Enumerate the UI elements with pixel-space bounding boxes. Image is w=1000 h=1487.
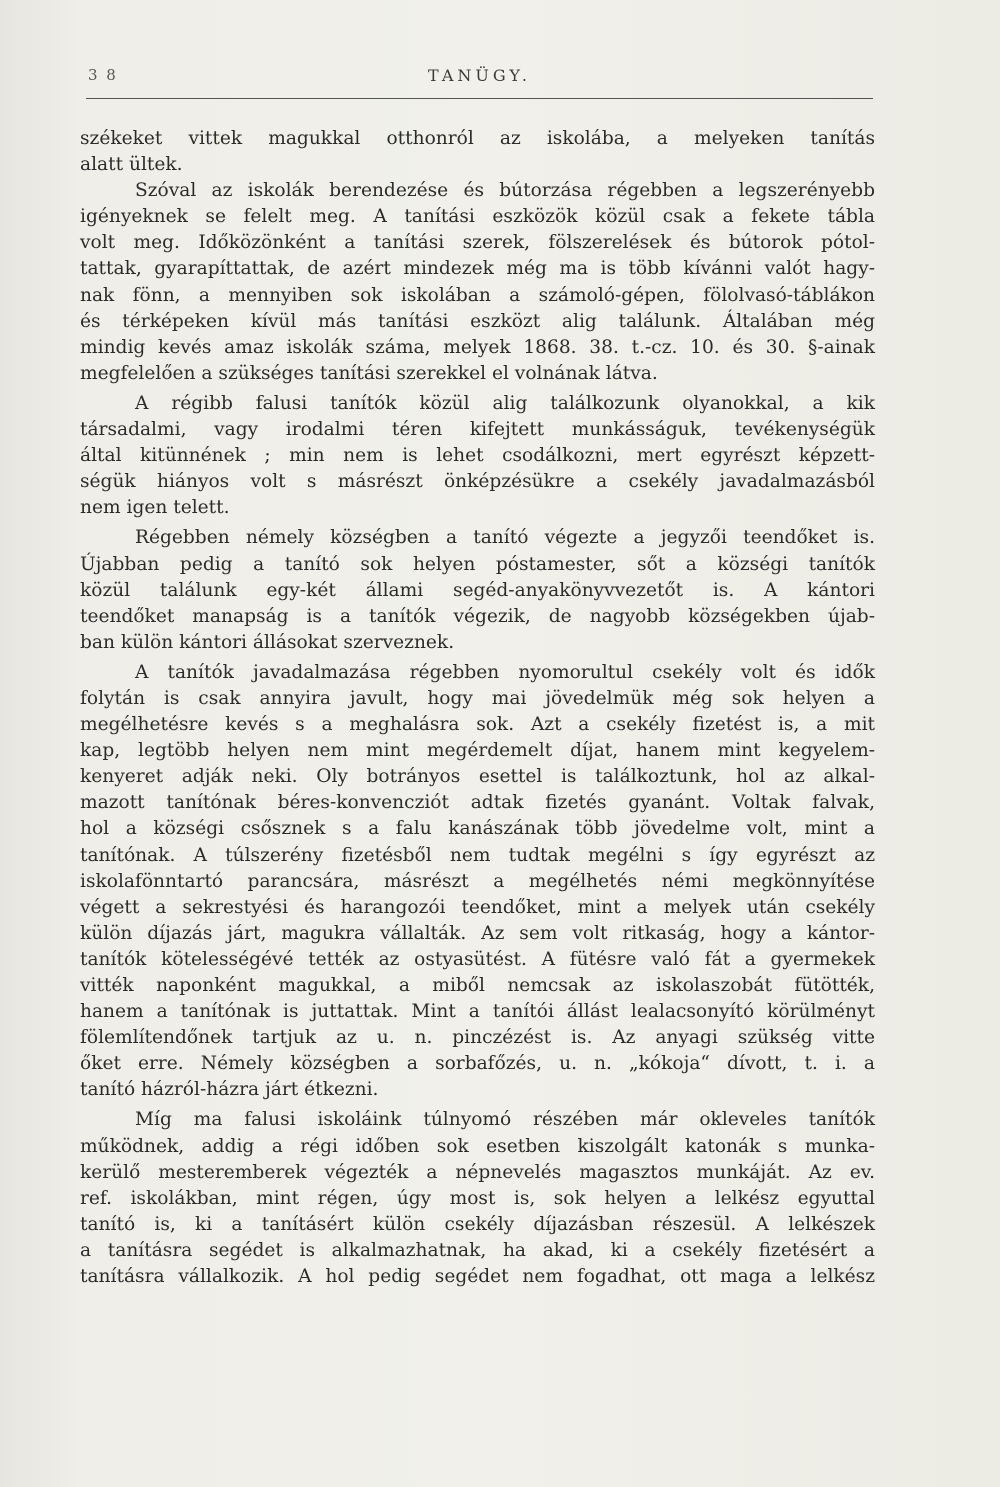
text-line: kap, legtöbb helyen nem mint megérdemelt díjat, hanem mint kegyelem- (80, 740, 875, 762)
text-line: társadalmi, vagy irodalmi téren kifejtett munkásságuk, tevékenységük (80, 419, 875, 441)
text-line: Újabban pedig a tanító sok helyen póstamester, sőt a községi tanítók (80, 553, 875, 575)
text-line: fölemlítendőnek tartjuk az u. n. pinczézést is. Az anyagi szükség vitte (80, 1027, 875, 1049)
text-line: hanem a tanítónak is juttattak. Mint a tanítói állást lealacsonyító körülményt (80, 1001, 875, 1023)
text-line: tanító is, ki a tanításért külön csekély díjazásban részesül. A lelkészek (80, 1213, 875, 1235)
text-line: megfelelően a szükséges tanítási szerekkel el volnának látva. (80, 362, 658, 384)
text-line: megélhetésre kevés s a meghalásra sok. Azt a csekély fizetést is, a mit (80, 714, 875, 736)
text-line: tanító házról-házra járt étkezni. (80, 1079, 379, 1101)
text-line: Míg ma falusi iskoláink túlnyomó részében már okleveles tanítók (135, 1109, 875, 1131)
page-number: 3 8 (88, 66, 118, 84)
text-line: által kitünnének ; min nem is lehet csodálkozni, mert egyrészt képzett- (80, 445, 875, 467)
text-line: iskolafönntartó parancsára, másrészt a megélhetés némi megkönnyítése (80, 870, 875, 892)
text-line: tanítók kötelességévé tették az ostyasütést. A fütésre való fát a gyermekek (80, 948, 875, 970)
text-line: ségük hiányos volt s másrészt önképzésükre a csekély javadalmazásból (80, 471, 875, 493)
text-line: őket erre. Némely községben a sorbafőzés, u. n. „kókoja“ dívott, t. i. a (80, 1053, 875, 1075)
text-line: volt meg. Időközönként a tanítási szerek, fölszerelések és bútorok pótol- (80, 232, 875, 254)
text-line: tanításra vállalkozik. A hol pedig segédet nem fogadhat, ott maga a lelkész (80, 1266, 875, 1288)
page-header (86, 66, 873, 99)
text-line: nem igen telett. (80, 497, 230, 519)
text-line: mindig kevés amaz iskolák száma, melyek 1868. 38. t.-cz. 10. és 30. §-ainak (80, 336, 875, 358)
text-line: a tanításra segédet is alkalmazhatnak, ha akad, ki a csekély fizetésért a (80, 1239, 875, 1261)
text-line: hol a községi csősznek s a falu kanászának több jövedelme volt, mint a (80, 818, 875, 840)
text-line: és térképeken kívül más tanítási eszközt alig találunk. Általában még (80, 310, 875, 332)
text-line: kerülő mesteremberek végezték a népnevelés magasztos munkáját. Az ev. (80, 1161, 875, 1183)
text-line: végett a sekrestyési és harangozói teendőket, mint a melyek után csekély (80, 896, 875, 918)
text-line: közül találunk egy-két állami segéd-anyakönyvvezetőt is. A kántori (80, 579, 875, 601)
text-line: A régibb falusi tanítók közül alig találkozunk olyanokkal, a kik (135, 392, 875, 414)
text-line: igényeknek se felelt meg. A tanítási eszközök közül csak a fekete tábla (80, 206, 875, 228)
text-line: kenyeret adják neki. Oly botrányos esettel is találkoztunk, hol az alkal- (80, 766, 875, 788)
text-line: ban külön kántori állásokat szerveznek. (80, 631, 455, 653)
text-line: külön díjazás járt, magukra vállalták. Az sem volt ritkaság, hogy a kántor- (80, 922, 875, 944)
text-line: székeket vittek magukkal otthonról az iskolába, a melyeken tanítás (80, 128, 875, 149)
text-line: alatt ültek. (80, 154, 183, 176)
text-line: A tanítók javadalmazása régebben nyomorultul csekély volt és idők (135, 661, 875, 683)
running-title: TANÜGY. (428, 66, 531, 85)
text-line: ref. iskolákban, mint régen, úgy most is, sok helyen a lelkész egyuttal (80, 1187, 875, 1209)
text-line: tattak, gyarapíttattak, de azért mindezek még ma is több kívánni valót hagy- (80, 258, 875, 280)
text-line: teendőket manapság is a tanítók végezik, de nagyobb községekben újab- (80, 605, 875, 627)
text-line: Szóval az iskolák berendezése és bútorzása régebben a legszerényebb (135, 180, 875, 202)
text-line: folytán is csak annyira javult, hogy mai jövedelmük még sok helyen a (80, 687, 875, 709)
text-line: mazott tanítónak béres-konvencziót adtak fizetés gyanánt. Voltak falvak, (80, 792, 875, 814)
text-line: tanítónak. A túlszerény fizetésből nem tudtak megélni s így egyrészt az (80, 844, 875, 866)
body-text (80, 126, 875, 1290)
text-line: működnek, addig a régi időben sok esetben kiszolgált katonák s munka- (80, 1135, 875, 1157)
text-line: Régebben némely községben a tanító végezte a jegyzői teendőket is. (135, 527, 875, 549)
text-line: nak fönn, a mennyiben sok iskolában a számoló-gépen, fölolvasó-táblákon (80, 284, 875, 306)
text-line: vitték naponként magukkal, a miből nemcsak az iskolaszobát fütötték, (80, 975, 875, 996)
